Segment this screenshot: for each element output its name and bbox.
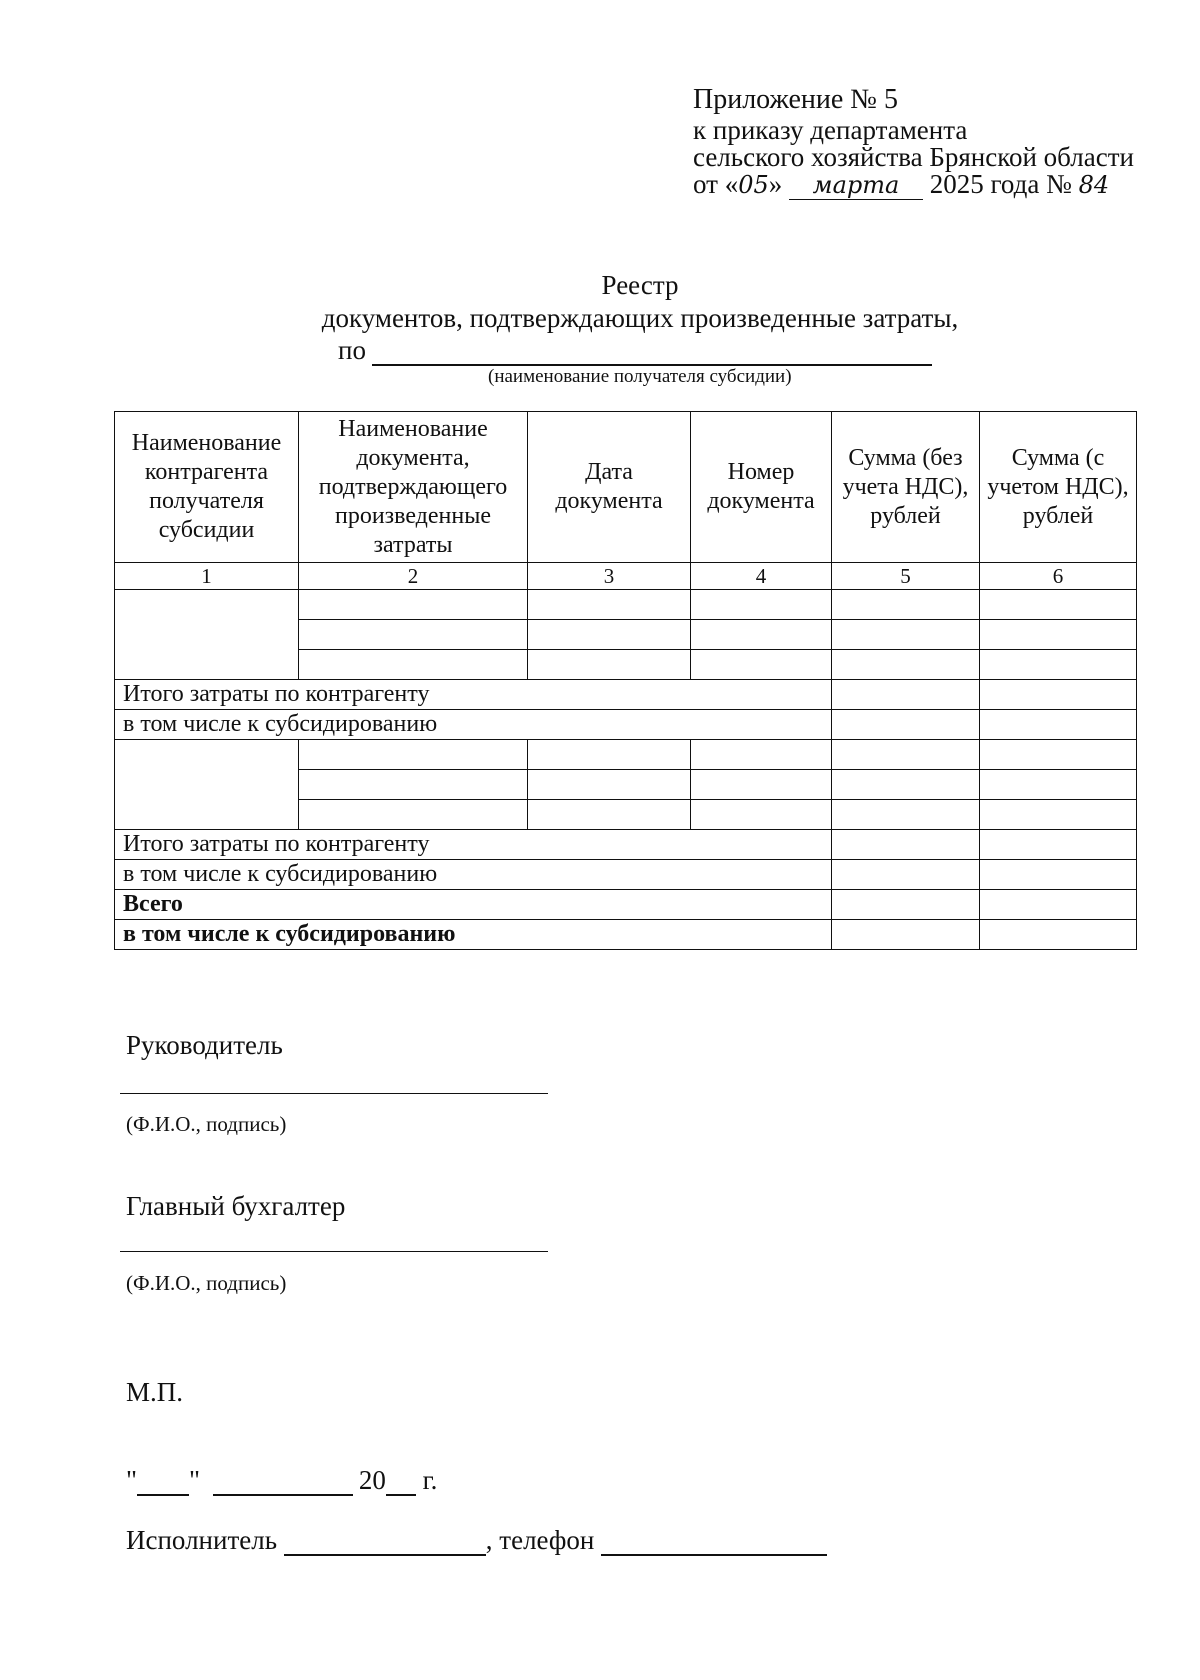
table-cell (980, 890, 1137, 920)
column-header: Наименование контрагента получателя субсидии (115, 412, 299, 563)
grand-total-row (115, 890, 1137, 920)
column-number: 1 (115, 563, 299, 590)
table-cell (980, 740, 1137, 770)
column-number: 3 (528, 563, 691, 590)
head-signature-label: Руководитель (126, 1030, 283, 1060)
stamp-place: М.П. (126, 1377, 184, 1407)
table-cell (832, 920, 980, 950)
table-cell (691, 650, 832, 680)
recipient-caption: (наименование получателя субсидии) (488, 366, 792, 387)
table-cell (528, 620, 691, 650)
table-cell (299, 590, 528, 620)
table-cell (299, 620, 528, 650)
table-cell (832, 770, 980, 800)
table-row (115, 590, 1137, 620)
table-cell (980, 680, 1137, 710)
executor-line (126, 1525, 827, 1556)
table-cell (980, 860, 1137, 890)
table-cell (980, 710, 1137, 740)
head-signature-caption: (Ф.И.О., подпись) (126, 1112, 287, 1136)
table-cell (832, 680, 980, 710)
month-blank (213, 1472, 353, 1496)
contractor-total-label: Итого затраты по контрагенту (115, 680, 832, 710)
table-cell (832, 590, 980, 620)
contractor-total-row (115, 830, 1137, 860)
column-header: Сумма (без учета НДС), рублей (832, 412, 980, 563)
table-cell (691, 740, 832, 770)
table-cell (299, 740, 528, 770)
column-header: Сумма (с учетом НДС), рублей (980, 412, 1137, 563)
table-cell (299, 800, 528, 830)
contractor-cell (115, 590, 299, 680)
contractor-cell (115, 740, 299, 830)
date-line (126, 1465, 437, 1496)
column-number-row (115, 563, 1137, 590)
recipient-line (338, 335, 932, 366)
table-cell (832, 830, 980, 860)
recipient-blank (372, 342, 932, 366)
date-quote-open: " (126, 1465, 138, 1495)
grand-subsidized-label: в том числе к субсидированию (115, 920, 832, 950)
appendix-date-line (693, 171, 1134, 200)
table-header-row (115, 412, 1137, 563)
table-cell (528, 770, 691, 800)
contractor-total-label: Итого затраты по контрагенту (115, 830, 832, 860)
column-header: Номер документа (691, 412, 832, 563)
grand-subsidized-row (115, 920, 1137, 950)
table-cell (691, 770, 832, 800)
contractor-total-row (115, 680, 1137, 710)
column-number: 2 (299, 563, 528, 590)
grand-total-label: Всего (115, 890, 832, 920)
year-prefix: 20 (358, 1465, 386, 1495)
appendix-number: Приложение № 5 (693, 84, 898, 115)
table-cell (691, 800, 832, 830)
accountant-signature-caption: (Ф.И.О., подпись) (126, 1271, 287, 1295)
date-quote-close: » (768, 169, 783, 199)
executor-blank (284, 1532, 486, 1556)
handwritten-day: 05 (738, 171, 769, 199)
contractor-subsidized-row (115, 860, 1137, 890)
date-quote-end: " (189, 1465, 201, 1495)
year-blank (386, 1472, 416, 1496)
column-header: Наименование документа, подтверждающего произведенные затраты (299, 412, 528, 563)
recipient-prefix: по (338, 335, 366, 365)
document-subtitle: документов, подтверждающих произведенные затраты, (321, 303, 959, 333)
handwritten-order-number: 84 (1078, 171, 1110, 199)
table-cell (980, 590, 1137, 620)
contractor-subsidized-label: в том числе к субсидированию (115, 710, 832, 740)
column-number: 5 (832, 563, 980, 590)
table-cell (691, 620, 832, 650)
column-header: Дата документа (528, 412, 691, 563)
table-cell (832, 710, 980, 740)
phone-label: , телефон (485, 1525, 595, 1555)
registry-table (114, 411, 1137, 950)
accountant-signature-line (120, 1251, 548, 1252)
contractor-subsidized-label: в том числе к субсидированию (115, 860, 832, 890)
table-cell (528, 740, 691, 770)
table-cell (832, 650, 980, 680)
year-suffix: г. (422, 1465, 438, 1495)
table-cell (980, 770, 1137, 800)
column-number: 6 (980, 563, 1137, 590)
table-cell (980, 830, 1137, 860)
appendix-department-line: сельского хозяйства Брянской области (693, 142, 1134, 172)
appendix-header (693, 86, 1134, 200)
table-cell (832, 860, 980, 890)
contractor-subsidized-row (115, 710, 1137, 740)
column-number: 4 (691, 563, 832, 590)
table-cell (299, 770, 528, 800)
table-cell (980, 620, 1137, 650)
table-cell (832, 800, 980, 830)
accountant-signature-label: Главный бухгалтер (126, 1191, 346, 1221)
table-cell (832, 740, 980, 770)
appendix-order-line: к приказу департамента (693, 115, 968, 145)
table-cell (980, 920, 1137, 950)
date-year-text: 2025 года № (929, 169, 1072, 199)
table-cell (299, 650, 528, 680)
table-cell (832, 620, 980, 650)
day-blank (137, 1472, 189, 1496)
document-title: Реестр (601, 270, 679, 300)
date-prefix: от « (693, 169, 739, 199)
phone-blank (601, 1532, 827, 1556)
handwritten-month: марта (789, 172, 923, 200)
table-cell (832, 890, 980, 920)
executor-label: Исполнитель (126, 1525, 278, 1555)
table-cell (691, 590, 832, 620)
head-signature-line (120, 1093, 548, 1094)
table-cell (528, 590, 691, 620)
table-row (115, 740, 1137, 770)
table-cell (980, 800, 1137, 830)
table-cell (528, 800, 691, 830)
table-cell (980, 650, 1137, 680)
table-cell (528, 650, 691, 680)
